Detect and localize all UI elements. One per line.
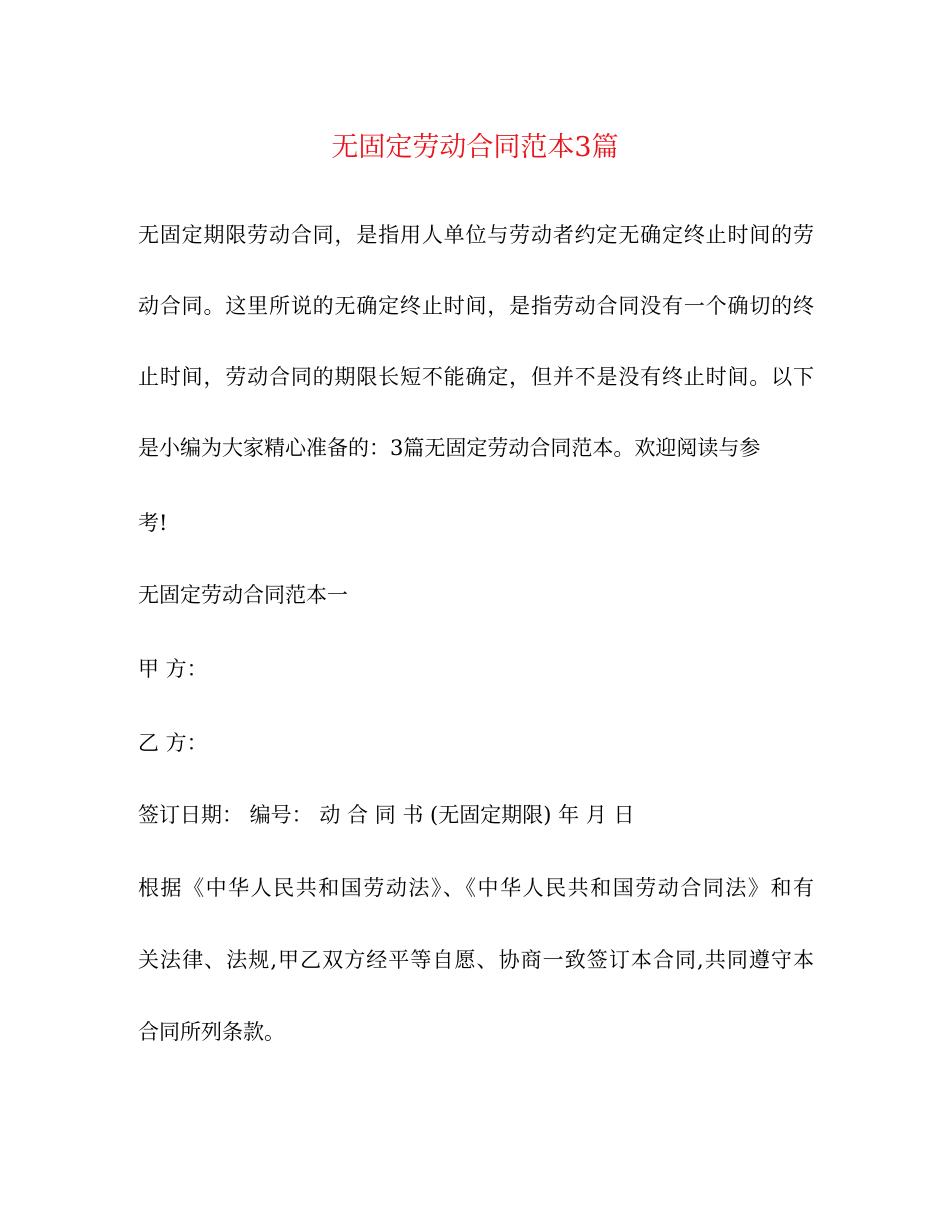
intro-line: 止时间，劳动合同的期限长短不能确定，但并不是没有终止时间。以下 bbox=[138, 365, 814, 389]
intro-line: 无固定期限劳动合同，是指用人单位与劳动者约定无确定终止时间的劳 bbox=[138, 223, 814, 247]
basis-line: 关法律、法规,甲乙双方经平等自愿、协商一致签订本合同,共同遵守本 bbox=[138, 948, 814, 972]
section-heading: 无固定劳动合同范本一 bbox=[138, 583, 348, 607]
basis-line: 合同所列条款。 bbox=[138, 1020, 285, 1044]
document-title: 无固定劳动合同范本3篇 bbox=[331, 132, 619, 163]
party-b-label: 乙 方： bbox=[138, 731, 208, 755]
intro-line: 动合同。这里所说的无确定终止时间，是指劳动合同没有一个确切的终 bbox=[138, 294, 814, 318]
intro-line: 考! bbox=[138, 511, 168, 535]
intro-line: 是小编为大家精心准备的：3篇无固定劳动合同范本。欢迎阅读与参 bbox=[138, 436, 761, 460]
party-a-label: 甲 方： bbox=[138, 657, 208, 681]
sign-info-line: 签订日期： 编号： 动 合 同 书 (无固定期限) 年 月 日 bbox=[138, 803, 635, 827]
basis-line: 根据《中华人民共和国劳动法》、《中华人民共和国劳动合同法》和有 bbox=[138, 876, 814, 900]
